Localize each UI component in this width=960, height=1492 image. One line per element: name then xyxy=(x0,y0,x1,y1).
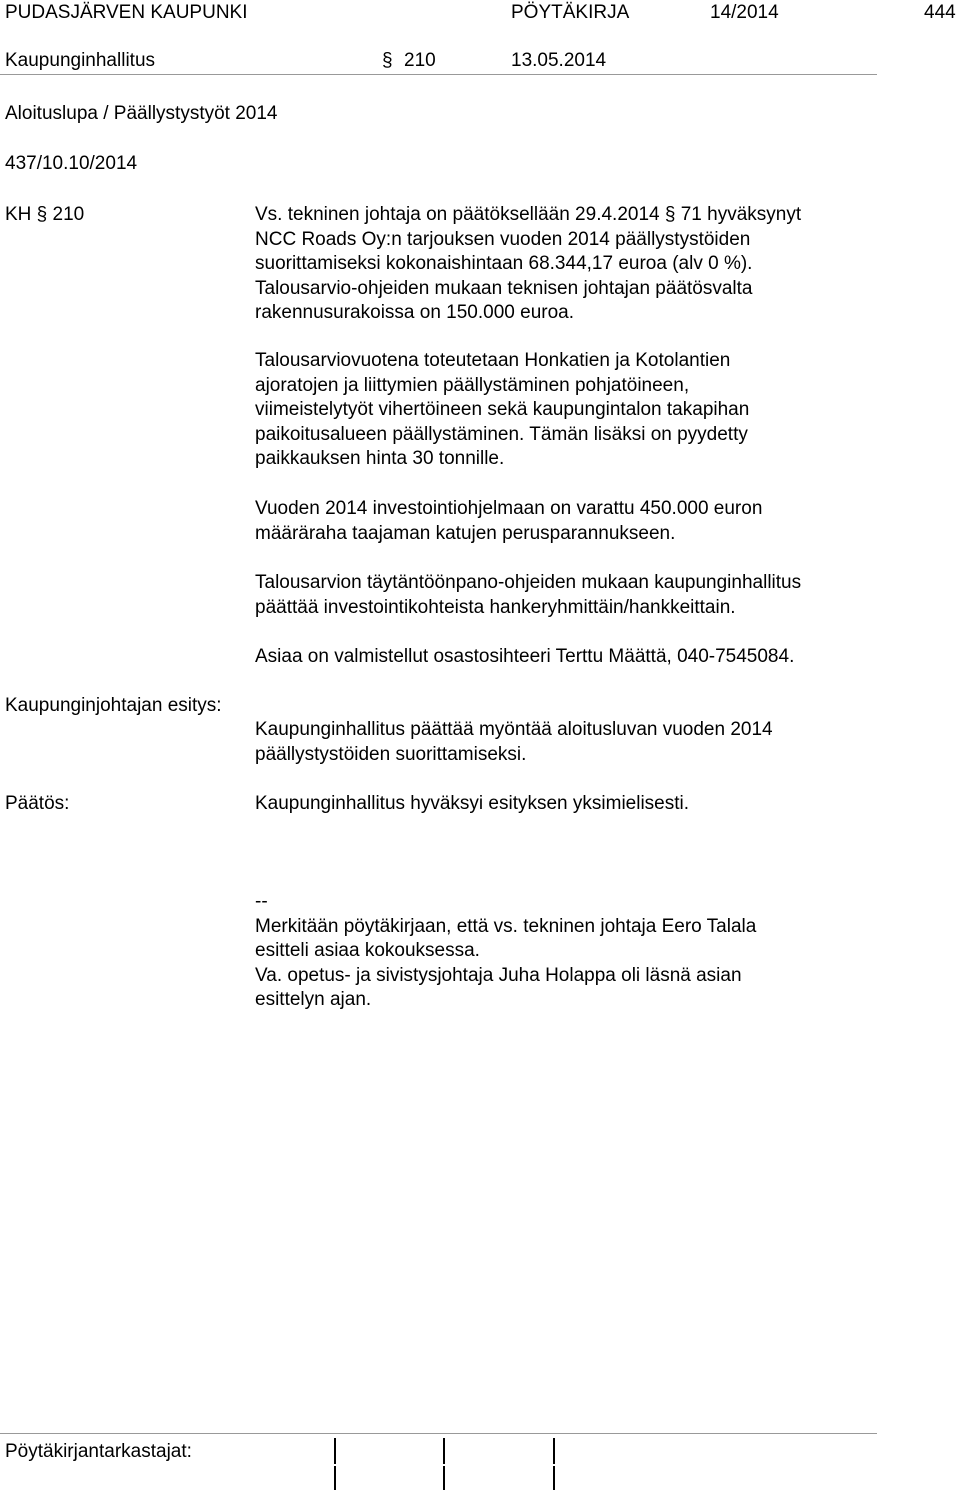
paragraph-line: paikoitusalueen päällystäminen. Tämän lisäksi on pyydetty xyxy=(255,423,748,445)
signature-box-divider xyxy=(334,1466,336,1490)
doc-type: PÖYTÄKIRJA xyxy=(511,2,630,23)
paragraph-budget xyxy=(255,497,955,546)
paragraph-line: paikkauksen hinta 30 tonnille. xyxy=(255,448,505,470)
signature-box-divider xyxy=(443,1438,445,1464)
paragraph-line: Talousarvion täytäntöönpano-ohjeiden mukaan kaupunginhallitus xyxy=(255,572,802,593)
paragraph-decision-summary xyxy=(255,203,955,326)
section-sign: § xyxy=(382,50,393,71)
proposal-text xyxy=(255,718,955,767)
proposal-line: Kaupunginhallitus päättää myöntää aloitusluvan vuoden 2014 xyxy=(255,719,773,740)
decision-text: Kaupunginhallitus hyväksyi esityksen yksimielisesti. xyxy=(255,793,690,814)
paragraph-work-scope xyxy=(255,349,955,472)
footer-label: Pöytäkirjantarkastajat: xyxy=(5,1441,192,1462)
paragraph-line: NCC Roads Oy:n tarjouksen vuoden 2014 päällystystöiden xyxy=(255,228,751,250)
paragraph-line: Talousarviovuotena toteutetaan Honkatien ja Kotolantien xyxy=(255,350,731,371)
paragraph-guidelines xyxy=(255,571,955,620)
note-line: Merkitään pöytäkirjaan, että vs. tekninen johtaja Eero Talala xyxy=(255,915,757,937)
note-block xyxy=(255,890,955,1013)
section-number: 210 xyxy=(404,50,436,71)
org-name: PUDASJÄRVEN KAUPUNKI xyxy=(5,2,248,23)
paragraph-line: viimeistelytyöt vihertöineen sekä kaupungintalon takapihan xyxy=(255,399,750,421)
proposal-line: päällystystöiden suorittamiseksi. xyxy=(255,743,527,765)
note-line: esittelyn ajan. xyxy=(255,989,372,1011)
doc-number: 14/2014 xyxy=(710,2,779,23)
note-line: esitteli asiaa kokouksessa. xyxy=(255,940,480,962)
footer-divider xyxy=(0,1433,877,1434)
paragraph-line: Vuoden 2014 investointiohjelmaan on varattu 450.000 euron xyxy=(255,498,763,519)
proposal-label: Kaupunginjohtajan esitys: xyxy=(5,695,222,716)
meeting-date: 13.05.2014 xyxy=(511,50,607,71)
case-number: 437/10.10/2014 xyxy=(5,153,138,174)
paragraph-line: ajoratojen ja liittymien päällystäminen pohjatöineen, xyxy=(255,374,690,396)
paragraph-line: Vs. tekninen johtaja on päätöksellään 29.4.2014 § 71 hyväksynyt xyxy=(255,204,802,225)
paragraph-line: Talousarvio-ohjeiden mukaan teknisen johtajan päätösvalta xyxy=(255,277,753,299)
signature-box-divider xyxy=(443,1466,445,1490)
paragraph-line: määräraha taajaman katujen perusparannukseen. xyxy=(255,522,676,544)
paragraph-preparer xyxy=(255,645,955,670)
paragraph-line: suorittamiseksi kokonaishintaan 68.344,17 euroa (alv 0 %). xyxy=(255,253,753,275)
page-number: 444 xyxy=(924,2,956,23)
paragraph-line: Asiaa on valmistellut osastosihteeri Terttu Määttä, 040-7545084. xyxy=(255,646,795,667)
note-line: -- xyxy=(255,891,268,912)
signature-box-divider xyxy=(553,1466,555,1490)
governing-body: Kaupunginhallitus xyxy=(5,50,156,71)
decision-label: Päätös: xyxy=(5,793,70,814)
signature-box-divider xyxy=(334,1438,336,1464)
paragraph-line: päättää investointikohteista hankeryhmittäin/hankkeittain. xyxy=(255,596,736,618)
signature-box-divider xyxy=(553,1438,555,1464)
item-title: Aloituslupa / Päällystystyöt 2014 xyxy=(5,103,278,124)
kh-section-label: KH § 210 xyxy=(5,204,85,225)
note-line: Va. opetus- ja sivistysjohtaja Juha Holappa oli läsnä asian xyxy=(255,964,742,986)
header-divider xyxy=(0,74,877,75)
paragraph-line: rakennusurakoissa on 150.000 euroa. xyxy=(255,302,575,324)
